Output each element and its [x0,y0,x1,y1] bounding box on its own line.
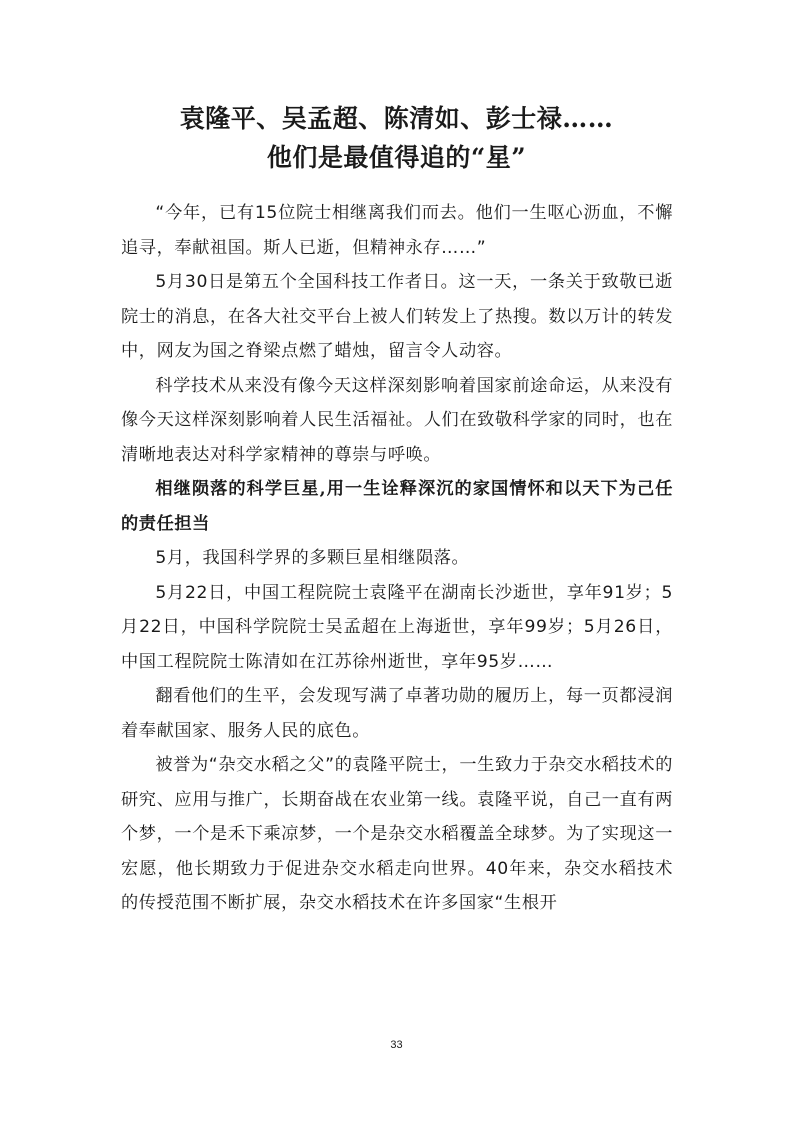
page-number: 33 [390,1039,403,1051]
paragraph-science-day: 5月30日是第五个全国科技工作者日。这一天，一条关于致敬已逝院士的消息，在各大社交平台上被人们转发上了热搜。数以万计的转发中，网友为国之脊梁点燃了蜡烛，留言令人动容。 [121,272,673,361]
title-line-1: 袁隆平、吴孟超、陈清如、彭士禄…… [179,104,614,133]
section-heading: 相继陨落的科学巨星,用一生诠释深沉的家国情怀和以天下为己任的责任担当 [121,479,673,534]
article-body [121,196,673,921]
paragraph-deaths: 5月22日，中国工程院院士袁隆平在湖南长沙逝世，享年91岁；5月22日，中国科学院院士吴孟超在上海逝世，享年99岁；5月26日，中国工程院院士陈清如在江苏徐州逝世，享年95岁…… [121,582,673,672]
title-line-2: 他们是最值得追的“星” [266,143,527,172]
paragraph-lives: 翻看他们的生平，会发现写满了卓著功勋的履历上，每一页都浸润着奉献国家、服务人民的底色。 [121,686,673,741]
paragraph-science-impact: 科学技术从来没有像今天这样深刻影响着国家前途命运，从来没有像今天这样深刻影响着人民生活福祉。人们在致敬科学家的同时，也在清晰地表达对科学家精神的尊崇与呼唤。 [121,375,673,465]
paragraph-yuan-longping: 被誉为“杂交水稻之父”的袁隆平院士，一生致力于杂交水稻技术的研究、应用与推广，长期奋战在农业第一线。袁隆平说，自己一直有两个梦，一个是禾下乘凉梦，一个是杂交水稻覆盖全球梦。为了实现这一宏愿，他长期致力于促进杂交水稻走向世界。40年来，杂交水稻技术的传授范围不断扩展，杂交水稻技术在许多国家“生根开 [121,755,673,913]
paragraph-may: 5月，我国科学界的多颗巨星相继陨落。 [155,548,470,568]
paragraph-quote: “今年，已有15位院士相继离我们而去。他们一生呕心沥血，不懈追寻，奉献祖国。斯人已逝，但精神永存……” [121,203,673,258]
